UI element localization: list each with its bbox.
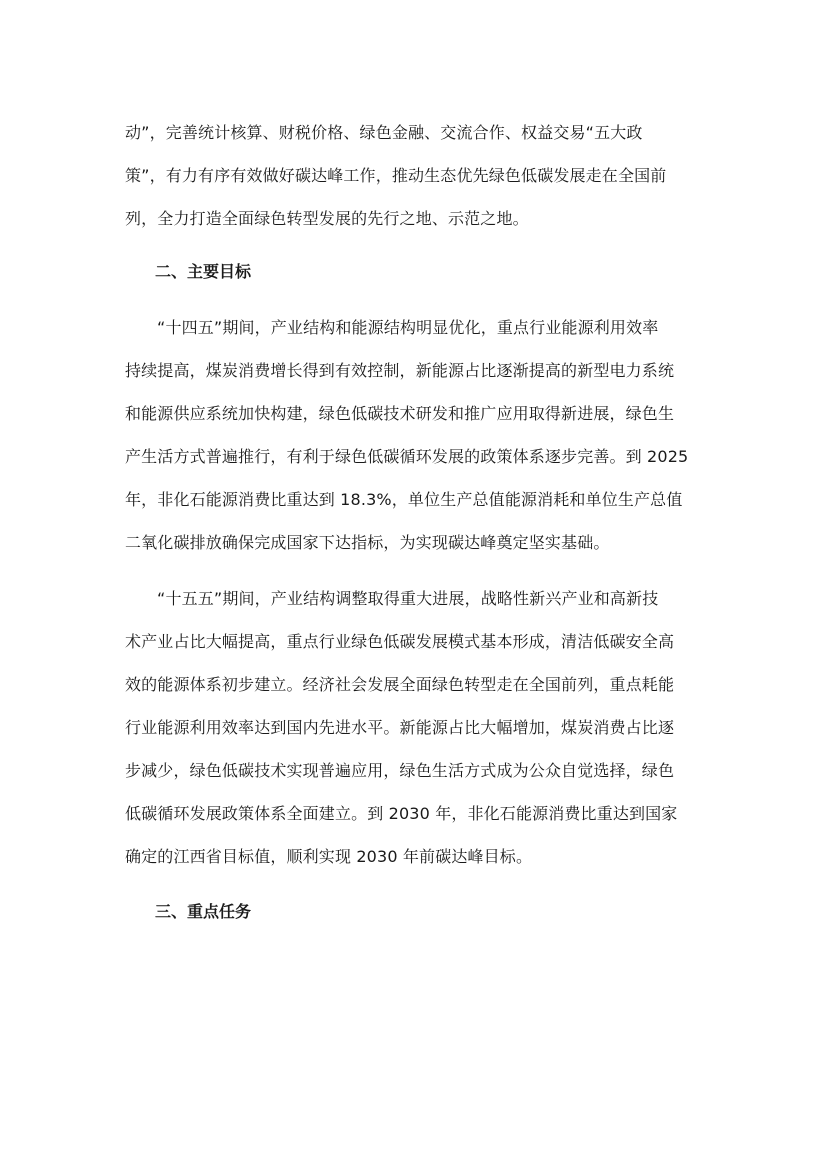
paragraph-line: 低碳循环发展政策体系全面建立。到 2030 年，非化石能源消费比重达到国家 bbox=[125, 804, 678, 823]
paragraph-line: 年，非化石能源消费比重达到 18.3%，单位生产总值能源消耗和单位生产总值 bbox=[125, 490, 683, 509]
paragraph-line: 确定的江西省目标值，顺利实现 2030 年前碳达峰目标。 bbox=[125, 847, 533, 866]
paragraph-line: 列，全力打造全面绿色转型发展的先行之地、示范之地。 bbox=[125, 209, 529, 228]
paragraph-line: 术产业占比大幅提高，重点行业绿色低碳发展模式基本形成，清洁低碳安全高 bbox=[125, 632, 675, 651]
paragraph-line: 步减少，绿色低碳技术实现普遍应用，绿色生活方式成为公众自觉选择，绿色 bbox=[125, 761, 675, 780]
paragraph-line: 和能源供应系统加快构建，绿色低碳技术研发和推广应用取得新进展，绿色生 bbox=[125, 404, 675, 423]
paragraph-line: “十五五”期间，产业结构调整取得重大进展，战略性新兴产业和高新技 bbox=[157, 589, 659, 608]
paragraph-line: 持续提高，煤炭消费增长得到有效控制，新能源占比逐渐提高的新型电力系统 bbox=[125, 361, 675, 380]
section-heading-key-tasks: 三、重点任务 bbox=[155, 902, 252, 921]
paragraph-line: 策”，有力有序有效做好碳达峰工作，推动生态优先绿色低碳发展走在全国前 bbox=[125, 166, 667, 185]
paragraph-line: 产生活方式普遍推行，有利于绿色低碳循环发展的政策体系逐步完善。到 2025 bbox=[125, 447, 689, 466]
section-heading-main-goals: 二、主要目标 bbox=[155, 262, 252, 281]
paragraph-line: 动”，完善统计核算、财税价格、绿色金融、交流合作、权益交易“五大政 bbox=[125, 123, 643, 142]
paragraph-line: 二氧化碳排放确保完成国家下达指标，为实现碳达峰奠定坚实基础。 bbox=[125, 533, 610, 552]
paragraph-line: “十四五”期间，产业结构和能源结构明显优化，重点行业能源利用效率 bbox=[157, 318, 659, 337]
paragraph-line: 行业能源利用效率达到国内先进水平。新能源占比大幅增加，煤炭消费占比逐 bbox=[125, 718, 675, 737]
paragraph-line: 效的能源体系初步建立。经济社会发展全面绿色转型走在全国前列，重点耗能 bbox=[125, 675, 675, 694]
